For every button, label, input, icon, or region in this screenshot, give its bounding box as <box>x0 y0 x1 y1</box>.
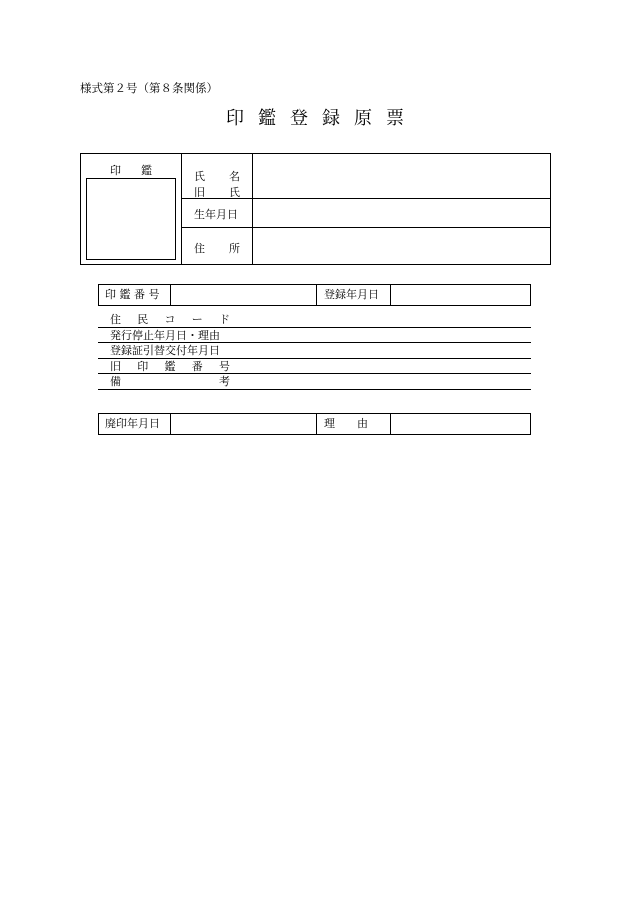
form-number-label: 様式第２号（第８条関係） <box>80 81 218 95</box>
birthdate-row <box>182 199 550 228</box>
registration-date-field[interactable] <box>393 285 529 305</box>
suspension-label: 発行停止年月日・理由 <box>110 328 220 342</box>
address-label: 住 所 <box>194 242 240 255</box>
address-row <box>182 228 550 264</box>
abolish-date-field[interactable] <box>173 414 313 434</box>
abolish-date-label: 廃印年月日 <box>105 417 160 430</box>
seal-impression-box[interactable] <box>86 178 176 260</box>
old-name-label: 旧 氏 <box>194 186 240 199</box>
name-label: 氏 名 <box>194 170 240 183</box>
address-field[interactable] <box>252 228 550 264</box>
name-row <box>182 154 550 199</box>
seal-number-row <box>98 284 531 306</box>
reason-field[interactable] <box>393 414 529 434</box>
seal-number-label: 印 鑑 番 号 <box>105 288 160 301</box>
seal-number-field[interactable] <box>173 285 313 305</box>
remarks-line[interactable]: 備 考 <box>98 374 531 390</box>
birthdate-field[interactable] <box>252 199 550 227</box>
resident-code-line[interactable]: 住 民 コ ー ド <box>98 312 531 328</box>
abolish-row <box>98 413 531 435</box>
seal-label: 印鑑 <box>110 164 172 177</box>
seal-column <box>81 154 182 264</box>
old-seal-number-line[interactable]: 旧 印 鑑 番 号 <box>98 359 531 375</box>
suspension-line[interactable] <box>98 328 531 344</box>
info-lines <box>98 312 531 390</box>
name-field[interactable] <box>252 154 550 198</box>
page-title: 印鑑登録原票 <box>226 108 418 129</box>
reason-label: 理 由 <box>324 417 368 430</box>
card-reissue-line[interactable] <box>98 343 531 359</box>
birthdate-label: 生年月日 <box>194 208 238 221</box>
registration-date-label: 登録年月日 <box>324 288 379 301</box>
card-reissue-label: 登録証引替交付年月日 <box>110 344 220 357</box>
registration-table <box>80 153 551 265</box>
